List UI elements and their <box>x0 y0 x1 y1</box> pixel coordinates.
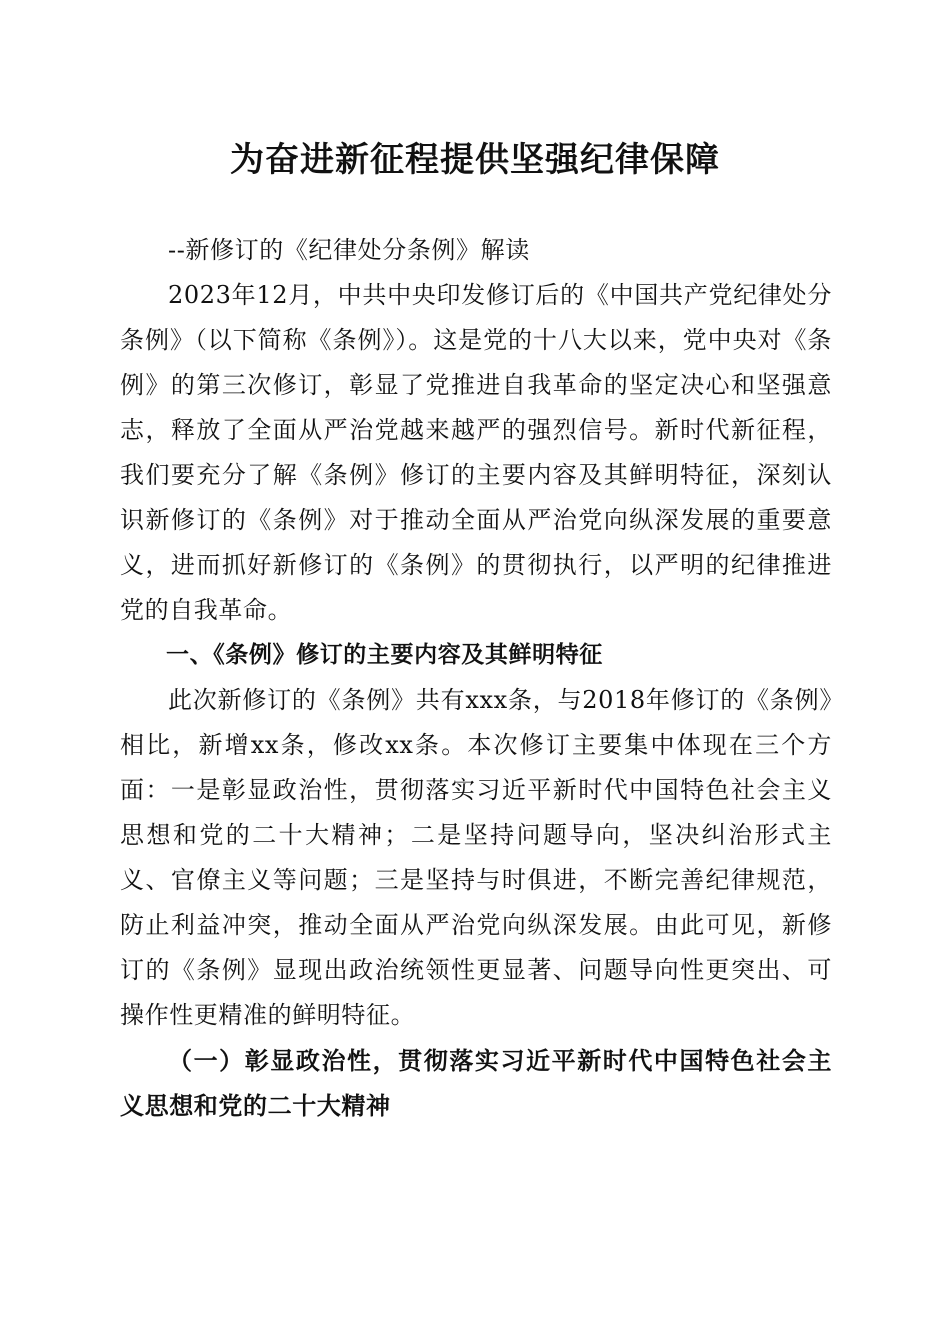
subsection-heading-1: （一）彰显政治性，贯彻落实习近平新时代中国特色社会主义思想和党的二十大精神 <box>120 1046 832 1120</box>
section-heading-1: 一、《条例》修订的主要内容及其鲜明特征 <box>166 642 603 668</box>
paragraph-overview: 此次新修订的《条例》共有xxx条，与2018年修订的《条例》相比，新增xx条，修改xx条。本次修订主要集中体现在三个方面：一是彰显政治性，贯彻落实习近平新时代中国特色社会主义思想和党的二十大精神；二是坚持问题导向，坚决纠治形式主义、官僚主义等问题；三是坚持与时俱进，不断完善纪律规范，防止利益冲突，推动全面从严治党向纵深发展。由此可见，新修订的《条例》显现出政治统领性更显著、问题导向性更突出、可操作性更精准的鲜明特征。 <box>120 686 832 1029</box>
document-body <box>120 228 832 1128</box>
document-title: 为奋进新征程提供坚强纪律保障 <box>230 140 720 180</box>
subtitle: --新修订的《纪律处分条例》解读 <box>168 236 530 264</box>
paragraph-intro: 2023年12月，中共中央印发修订后的《中国共产党纪律处分条例》（以下简称《条例》）。这是党的十八大以来，党中央对《条例》的第三次修订，彰显了党推进自我革命的坚定决心和坚强意志，释放了全面从严治党越来越严的强烈信号。新时代新征程，我们要充分了解《条例》修订的主要内容及其鲜明特征，深刻认识新修订的《条例》对于推动全面从严治党向纵深发展的重要意义，进而抓好新修订的《条例》的贯彻执行，以严明的纪律推进党的自我革命。 <box>120 281 832 624</box>
